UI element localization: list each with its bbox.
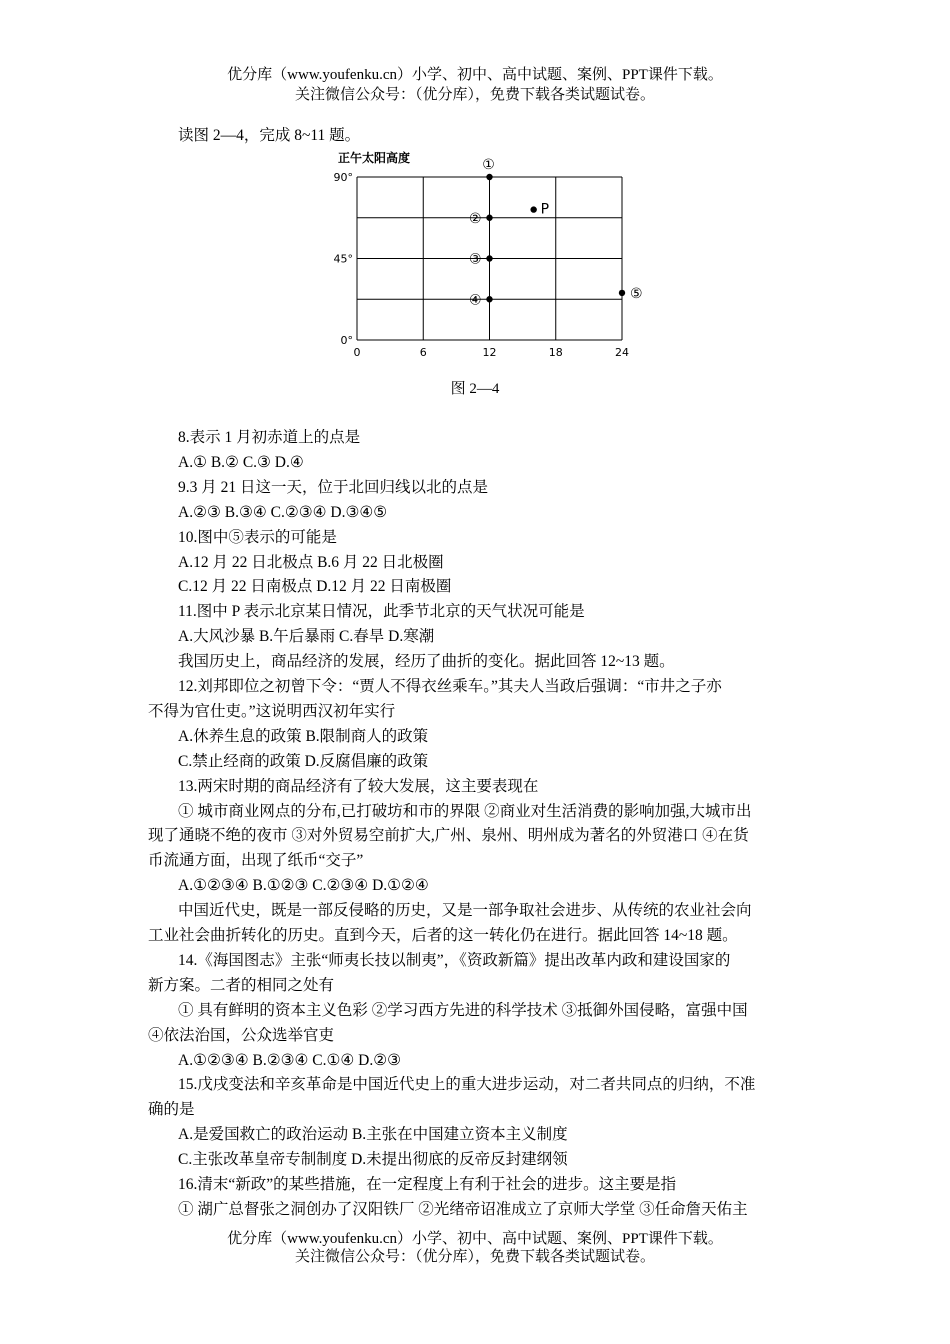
text-line: 13.两宋时期的商品经济有了较大发展，这主要表现在 [178, 778, 539, 795]
text-line: 14.《海国图志》主张“师夷长技以制夷”，《资政新篇》提出改革内政和建设国家的 [178, 952, 731, 969]
intro-text: 读图 2—4，完成 8~11 题。 [178, 127, 361, 144]
text-line: 12.刘邦即位之初曾下令：“贾人不得衣丝乘车。”其夫人当政后强调：“市井之子亦 [178, 678, 722, 695]
data-point-label: ④ [468, 292, 482, 309]
figure-caption: 图 2—4 [450, 381, 500, 397]
chart-title: 正午太阳高度 [338, 151, 411, 165]
chart-svg [320, 148, 660, 363]
x-tick-label: 12 [482, 346, 497, 359]
text-line: A.②③ B.③④ C.②③④ D.③④⑤ [178, 504, 388, 521]
text-line: 工业社会曲折转化的历史。直到今天，后者的这一转化仍在进行。据此回答 14~18 题。 [148, 927, 738, 944]
text-line: 8.表示 1 月初赤道上的点是 [178, 429, 361, 446]
text-line: A.①②③④ B.①②③ C.②③④ D.①②④ [178, 877, 429, 894]
text-line: 我国历史上，商品经济的发展，经历了曲折的变化。据此回答 12~13 题。 [178, 653, 675, 670]
data-point [486, 296, 492, 302]
data-point-label: ⑤ [630, 285, 643, 302]
y-tick-label: 45° [333, 252, 353, 266]
data-point [486, 255, 492, 261]
text-line: 16.清末“新政”的某些措施，在一定程度上有利于社会的进步。这主要是指 [178, 1176, 677, 1193]
data-point [486, 215, 492, 221]
y-tick-label: 0° [340, 334, 353, 347]
footer-line-1: 优分库（www.youfenku.cn）小学、初中、高中试题、案例、PPT课件下载。 [227, 1231, 723, 1247]
data-point-label: ① [482, 157, 495, 173]
figure-2-4-chart [320, 148, 660, 363]
text-line: ④依法治国，公众选举官吏 [148, 1027, 335, 1044]
text-line: A.大风沙暴 B.午后暴雨 C.春旱 D.寒潮 [178, 628, 435, 645]
text-line: A.①②③④ B.②③④ C.①④ D.②③ [178, 1052, 402, 1069]
y-tick-label: 90° [333, 171, 353, 184]
data-point-label: ② [468, 210, 482, 227]
text-line: 确的是 [148, 1101, 195, 1118]
text-line: 11.图中 P 表示北京某日情况，此季节北京的天气状况可能是 [178, 603, 585, 620]
x-tick-label: 0 [353, 346, 361, 359]
data-point [530, 206, 536, 212]
x-tick-label: 24 [615, 346, 629, 359]
data-point [486, 174, 492, 180]
text-line: C.12 月 22 日南极点 D.12 月 22 日南极圈 [178, 578, 452, 595]
text-line: A.① B.② C.③ D.④ [178, 454, 304, 471]
text-line: A.休养生息的政策 B.限制商人的政策 [178, 728, 429, 745]
text-line: 币流通方面，出现了纸币“交子” [148, 852, 364, 869]
x-tick-label: 18 [548, 346, 563, 359]
data-point-label: ③ [468, 251, 482, 268]
text-line: 新方案。二者的相同之处有 [148, 977, 335, 994]
text-line: C.禁止经商的政策 D.反腐倡廉的政策 [178, 753, 429, 770]
text-line: 9.3 月 21 日这一天，位于北回归线以北的点是 [178, 479, 489, 496]
text-line: A.12 月 22 日北极点 B.6 月 22 日北极圈 [178, 554, 444, 571]
text-line: 不得为官仕吏。”这说明西汉初年实行 [148, 703, 396, 720]
footer-line-2: 关注微信公众号：（优分库），免费下载各类试题试卷。 [294, 1249, 655, 1265]
text-line: 现了通晓不绝的夜市 ③对外贸易空前扩大,广州、泉州、明州成为著名的外贸港口 ④在货 [148, 827, 749, 844]
text-line: 15.戊戌变法和辛亥革命是中国近代史上的重大进步运动，对二者共同点的归纳，不准 [178, 1076, 756, 1093]
text-line: 10.图中⑤表示的可能是 [178, 529, 337, 546]
header-line-1: 优分库（www.youfenku.cn）小学、初中、高中试题、案例、PPT课件下载。 [227, 67, 723, 83]
text-line: A.是爱国救亡的政治运动 B.主张在中国建立资本主义制度 [178, 1126, 568, 1143]
text-line: ① 湖广总督张之洞创办了汉阳铁厂 ②光绪帝诏准成立了京师大学堂 ③任命詹天佑主 [178, 1201, 748, 1218]
data-point [619, 290, 625, 296]
x-tick-label: 6 [419, 346, 427, 359]
text-line: ① 具有鲜明的资本主义色彩 ②学习西方先进的科学技术 ③抵御外国侵略，富强中国 [178, 1002, 748, 1019]
header-line-2: 关注微信公众号：（优分库），免费下载各类试题试卷。 [294, 87, 655, 103]
text-line: ① 城市商业网点的分布,已打破坊和市的界限 ②商业对生活消费的影响加强,大城市出 [178, 803, 752, 820]
text-line: C.主张改革皇帝专制制度 D.未提出彻底的反帝反封建纲领 [178, 1151, 568, 1168]
data-point-label: P [540, 201, 550, 218]
text-line: 中国近代史，既是一部反侵略的历史，又是一部争取社会进步、从传统的农业社会向 [178, 902, 752, 919]
